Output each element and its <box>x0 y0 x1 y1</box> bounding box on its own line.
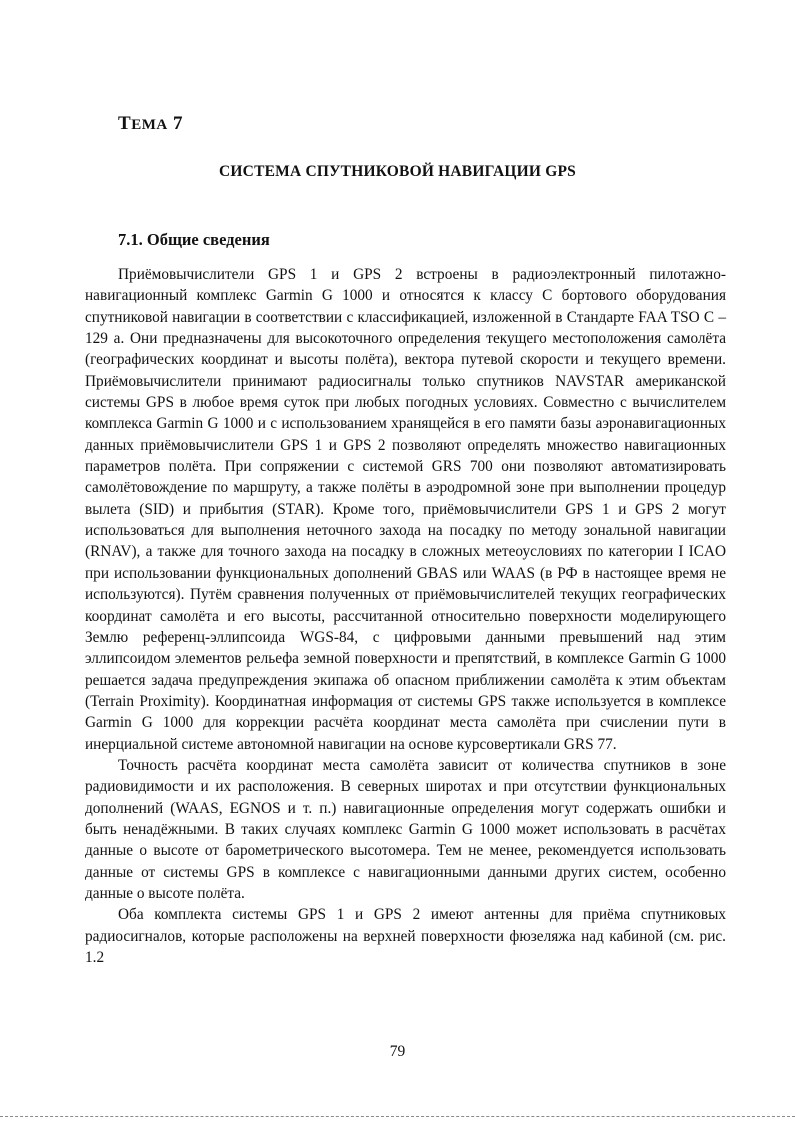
topic-initial: Т <box>118 113 132 134</box>
paragraph-2: Точность расчёта координат места самолёта зависит от количества спутников в зоне радиовидимости и их расположения. В северных широтах и при отсутствии функциональных дополнений (WAAS, EGNOS и т. п.) навигационные определения могут содержать ошибки и быть ненадёжными. В таких случаях комплекс Garmin G 1000 может использовать в расчётах данные о высоте от барометрического высотомера. Тем не менее, рекомендуется использовать данные от системы GPS в комплексе с навигационными данными других систем, особенно данные о высоте полёта. <box>85 756 726 902</box>
page-number: 79 <box>389 1043 406 1060</box>
chapter-title: СИСТЕМА СПУТНИКОВОЙ НАВИГАЦИИ GPS <box>219 163 576 180</box>
body-text <box>85 264 726 968</box>
section-title: 7.1. Общие сведения <box>118 230 270 249</box>
paragraph-3: Оба комплекта системы GPS 1 и GPS 2 имеют антенны для приёма спутниковых радиосигналов, которые расположены на верхней поверхности фюзеляжа над кабиной (см. рис. 1.2 <box>85 906 726 966</box>
topic-number: 7 <box>172 113 183 134</box>
paragraph-1: Приёмовычислители GPS 1 и GPS 2 встроены в радиоэлектронный пилотажно-навигационный комплекс Garmin G 1000 и относятся к классу С бортового оборудования спутниковой навигации в соответствии с классификацией, изложенной в Стандарте FAA TSO C – 129 а. Они предназначены для высокоточного определения текущего местоположения самолёта (географических координат и высоты полёта), вектора путевой скорости и текущего времени. Приёмовычислители принимают радиосигналы только спутников NAVSTAR американской системы GPS в любое время суток при любых погодных условиях. Совместно с вычислителем комплекса Garmin G 1000 и с использованием хранящейся в его памяти базы аэронавигационных данных приёмовычислители GPS 1 и GPS 2 позволяют определять множество навигационных параметров полёта. При сопряжении с системой GRS 700 они позволяют автоматизировать самолётовождение по маршруту, а также полёты в аэродромной зоне при выполнении процедур вылета (SID) и прибытия (STAR). Кроме того, приёмовычислители GPS 1 и GPS 2 могут использоваться для выполнения неточного захода на посадку по методу зональной навигации (RNAV), а также для точного захода на посадку в сложных метеоусловиях по категории I ICAO при использовании функциональных дополнений GBAS или WAAS (в РФ в настоящее время не используются). Путём сравнения полученных от приёмовычислителей текущих географических координат самолёта и его высоты, рассчитанной относительно поверхности моделирующего Землю референц-эллипсоида WGS-84, с цифровыми данными превышений над этим эллипсоидом элементов рельефа земной поверхности и препятствий, в комплексе Garmin G 1000 решается задача предупреждения экипажа об опасном приближении самолёта к этим объектам (Terrain Proximity). Координатная информация от системы GPS также используется в комплексе Garmin G 1000 для коррекции расчёта координат места самолёта при счислении пути в инерциальной системе автономной навигации на основе курсовертикали GRS 77. <box>85 266 726 753</box>
scan-edge-line <box>0 1116 795 1117</box>
topic-rest: ЕМА <box>131 117 168 133</box>
topic-heading <box>118 113 183 135</box>
